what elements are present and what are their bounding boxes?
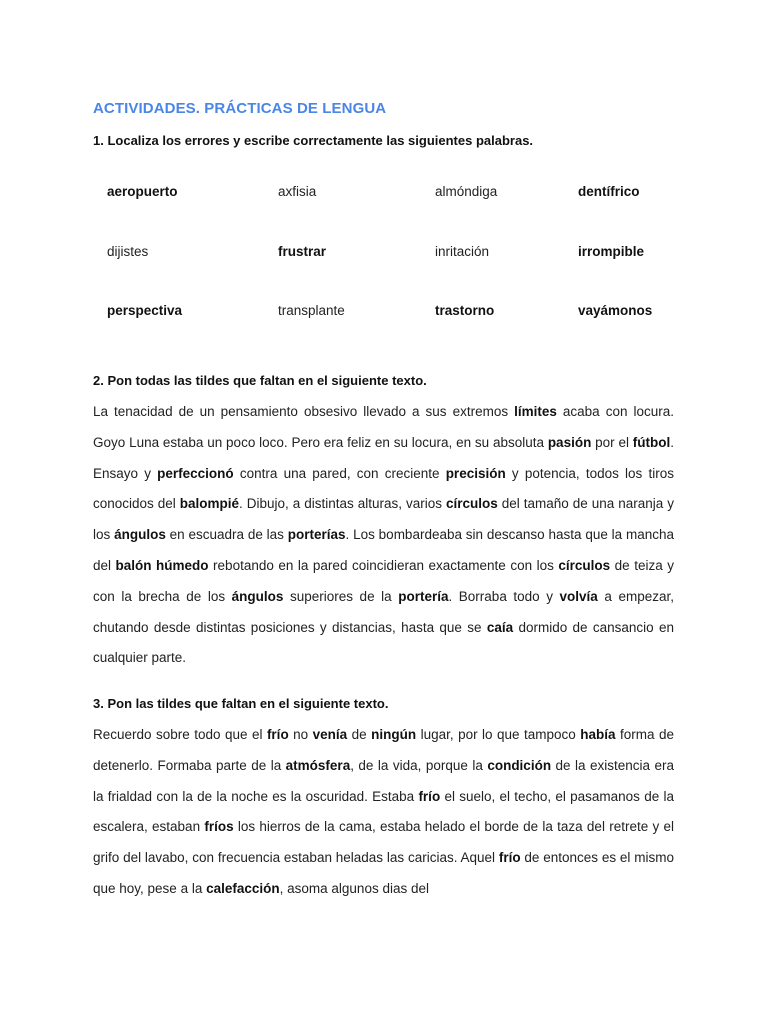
text-run: contra una pared, con creciente	[233, 465, 446, 481]
question-3-paragraph	[93, 720, 674, 905]
text-run: . Borraba todo y	[448, 588, 560, 604]
question-2-heading: 2. Pon todas las tildes que faltan en el siguiente texto.	[93, 373, 427, 388]
text-run: y potencia, todos los tiros conocidos del	[93, 465, 674, 512]
text-run: . Dibujo, a distintas alturas, varios	[239, 496, 446, 512]
text-run: de la existencia era la frialdad con la de la noche es la oscuridad. Estaba	[93, 757, 674, 804]
word-grid	[107, 184, 687, 324]
highlighted-word: pasión	[547, 434, 592, 450]
highlighted-word: círculos	[558, 557, 611, 573]
highlighted-word: porterías	[287, 527, 346, 543]
highlighted-word: fútbol	[632, 434, 671, 450]
text-run: no	[288, 727, 313, 742]
text-run: , asoma algunos dias del	[279, 880, 429, 896]
highlighted-word: balón húmedo	[115, 557, 209, 573]
highlighted-word: portería	[398, 588, 449, 604]
text-run: forma de detenerlo. Formaba parte de la	[93, 727, 674, 773]
highlighted-word: frío	[266, 727, 289, 742]
highlighted-word: venía	[312, 727, 348, 742]
highlighted-word: calefacción	[206, 880, 280, 896]
question-2-paragraph	[93, 397, 674, 674]
highlighted-word: volvía	[559, 588, 598, 604]
highlighted-word: balompié	[179, 496, 240, 512]
highlighted-word: ángulos	[231, 588, 284, 604]
text-run: superiores de la	[283, 588, 399, 604]
text-run: . Los bombardeaba sin descanso hasta que la mancha del	[93, 527, 674, 573]
text-run: del tamaño de una naranja y los	[93, 496, 674, 543]
highlighted-word: había	[580, 727, 616, 742]
text-run: rebotando en la pared coincidieran exactamente con los	[208, 557, 559, 573]
highlighted-word: frío	[418, 788, 441, 804]
text-run: el suelo, el techo, el pasamanos de la escalera, estaban	[93, 788, 674, 835]
text-run: de entonces es el mismo que hoy, pese a la	[93, 850, 674, 896]
highlighted-word: ángulos	[114, 527, 166, 543]
text-run: a empezar, chutando desde distintas posiciones y distancias, hasta que se	[93, 588, 674, 635]
highlighted-word: fríos	[204, 819, 234, 835]
highlighted-word: caía	[486, 619, 514, 635]
text-run: Recuerdo sobre todo que el	[93, 727, 267, 742]
grid-word: axfisia	[278, 184, 317, 199]
question-1-heading: 1. Localiza los errores y escribe correctamente las siguientes palabras.	[93, 133, 534, 148]
highlighted-word: límites	[514, 404, 557, 419]
grid-word: frustrar	[278, 244, 327, 259]
page-title: ACTIVIDADES. PRÁCTICAS DE LENGUA	[93, 100, 387, 117]
grid-word: transplante	[278, 303, 345, 318]
grid-word: aeropuerto	[107, 184, 178, 199]
grid-word: irrompible	[578, 244, 645, 259]
text-run: de teiza y con la brecha de los	[93, 557, 674, 604]
text-run: de	[347, 727, 372, 742]
highlighted-word: condición	[487, 757, 552, 773]
grid-word: almóndiga	[435, 184, 498, 199]
grid-word: perspectiva	[107, 303, 183, 318]
text-run: dormido de cansancio en cualquier parte.	[93, 619, 674, 666]
text-run: acaba con locura. Goyo Luna estaba un poco loco. Pero era feliz en su locura, en su absoluta	[93, 404, 674, 450]
grid-word: dentífrico	[578, 184, 640, 199]
highlighted-word: círculos	[445, 496, 498, 512]
highlighted-word: perfeccionó	[157, 465, 234, 481]
grid-word: trastorno	[435, 303, 495, 318]
grid-word: vayámonos	[578, 303, 653, 318]
text-run: en escuadra de las	[165, 527, 288, 543]
grid-word: inritación	[435, 244, 490, 259]
question-3-heading: 3. Pon las tildes que faltan en el siguiente texto.	[93, 696, 389, 711]
grid-word: dijistes	[107, 244, 149, 259]
text-run: por el	[591, 434, 633, 450]
highlighted-word: precisión	[445, 465, 506, 481]
text-run: los hierros de la cama, estaba helado el borde de la taza del retrete y el grifo del lavabo, con frecuencia estaban heladas las caricias. Aquel	[93, 819, 674, 866]
highlighted-word: atmósfera	[285, 757, 351, 773]
text-run: lugar, por lo que tampoco	[416, 727, 581, 742]
highlighted-word: ningún	[371, 727, 417, 742]
highlighted-word: frío	[498, 850, 521, 866]
text-run: La tenacidad de un pensamiento obsesivo llevado a sus extremos	[93, 404, 515, 419]
text-run: , de la vida, porque la	[350, 757, 488, 773]
text-run: . Ensayo y	[93, 434, 675, 481]
